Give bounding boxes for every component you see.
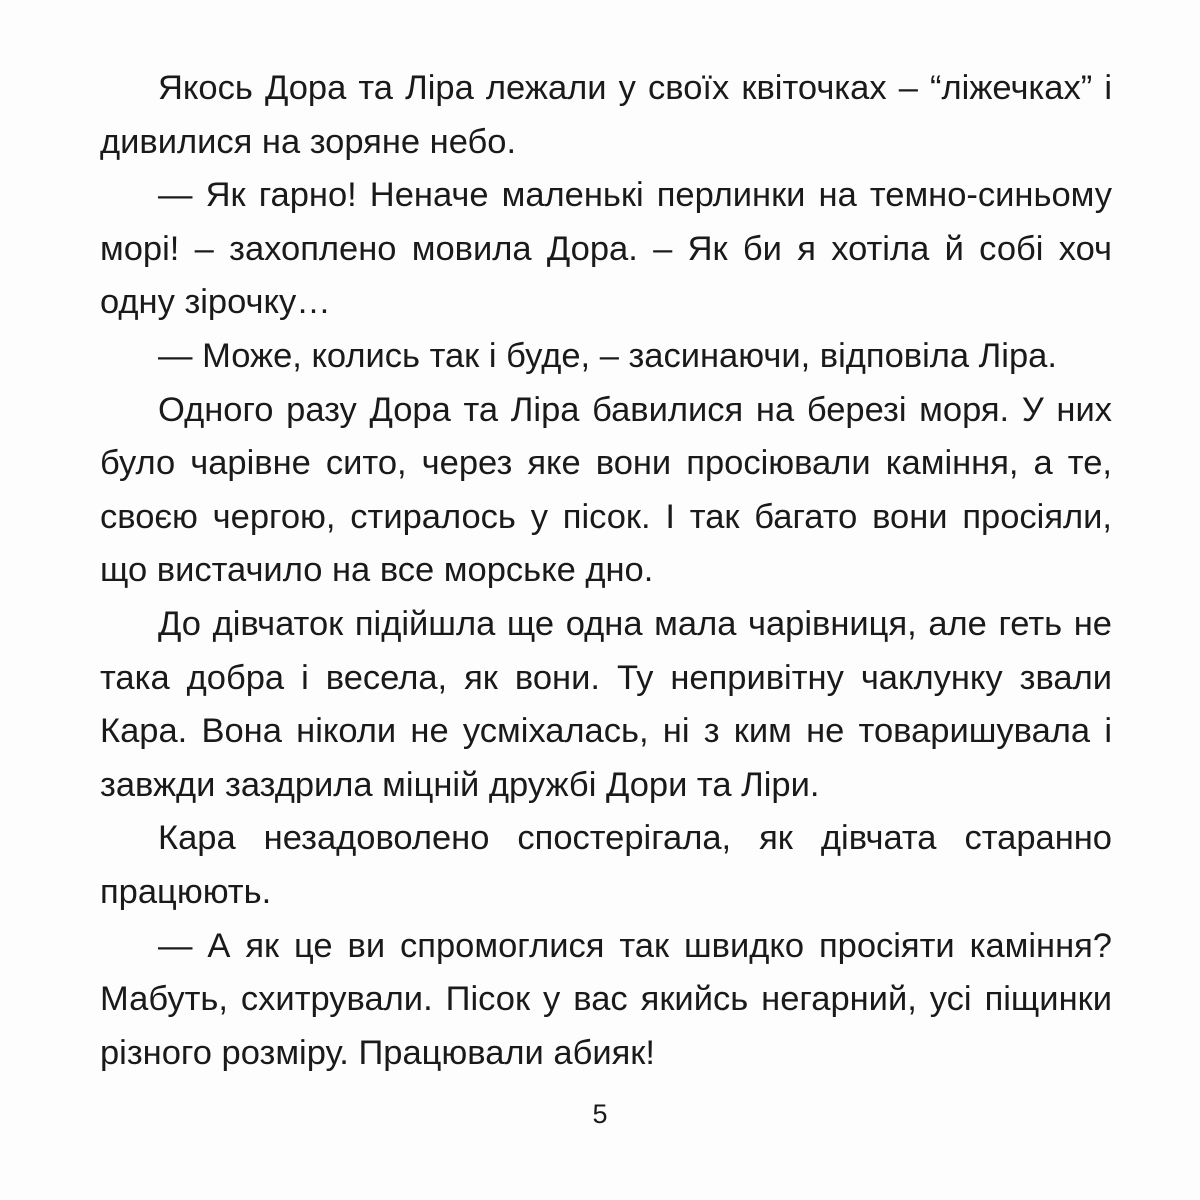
page-number: 5: [592, 1099, 608, 1129]
paragraph: — Як гарно! Неначе маленькі перлинки на темно-синьому морі! – захоплено мовила Дора. – Як би я хотіла й собі хоч одну зірочку…: [100, 176, 1112, 322]
paragraph: Якось Дора та Ліра лежали у своїх квіточках – “ліжечках” і дивилися на зоряне небо.: [100, 69, 1112, 161]
paragraph: Одного разу Дора та Ліра бавилися на березі моря. У них було чарівне сито, через яке вони просіювали каміння, а те, своєю чергою, стиралось у пісок. І так багато вони просіяли, що вистачило на все морське дно.: [100, 390, 1112, 590]
story-text: [100, 62, 1112, 1080]
paragraph: До дівчаток підійшла ще одна мала чарівниця, але геть не така добра і весела, як вони. Ту непривітну чаклунку звали Кара. Вона ніколи не усміхалась, ні з ким не товаришувала і завжди заздрила міцній дружбі Дори та Ліри.: [100, 604, 1112, 804]
paragraph: — Може, колись так і буде, – засинаючи, відповіла Ліра.: [158, 336, 1057, 375]
paragraph: — А як це ви спромоглися так швидко просіяти каміння? Мабуть, схитрували. Пісок у вас якийсь негарний, усі піщинки різного розміру. Працювали абияк!: [100, 926, 1112, 1072]
paragraph: Кара незадоволено спостерігала, як дівчата старанно працюють.: [100, 819, 1112, 911]
